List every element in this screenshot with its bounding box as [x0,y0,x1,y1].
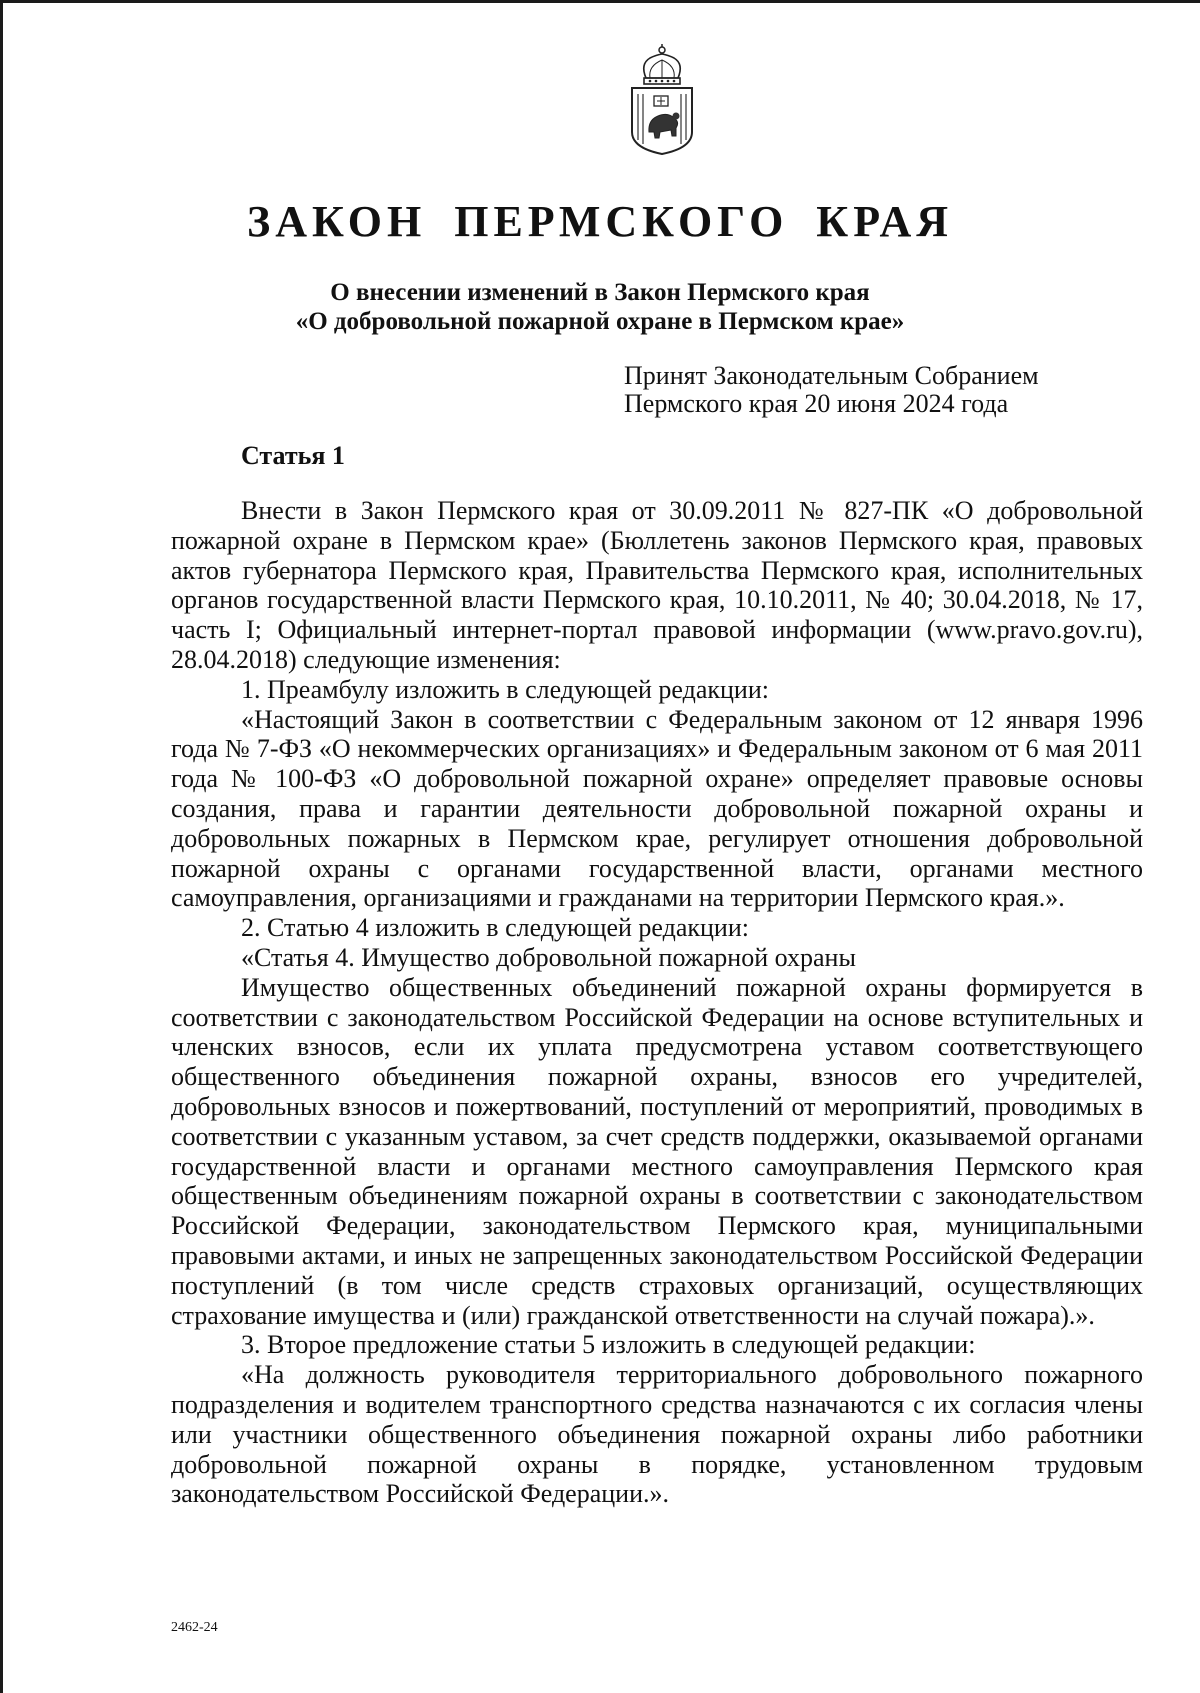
article-body [171,496,1143,1509]
subject-line-2: «О добровольной пожарной охране в Пермском крае» [295,308,905,335]
paragraph-intro: Внести в Закон Пермского края от 30.09.2011 № 827-ПК «О добровольной пожарной охране в Пермском крае» (Бюллетень законов Пермского края, правовых актов губернатора Пермского края, Правительства Пермского края, исполнительных органов государственной власти Пермского края, 10.10.2011, № 40; 30.04.2018, № 17, часть I; Официальный интернет-портал правовой информации (www.pravo.gov.ru), 28.04.2018) следующие изменения: [171,496,1143,674]
subject-line-1: О внесении изменений в Закон Пермского края [330,279,870,306]
document-code: 2462-24 [171,1620,218,1635]
article-heading: Статья 1 [241,441,345,470]
law-title: ЗАКОН ПЕРМСКОГО КРАЯ [246,197,954,246]
coat-of-arms-icon [624,44,700,156]
paragraph-item-2: 2. Статью 4 изложить в следующей редакции: [241,913,749,943]
paragraph-article-5-text: «На должность руководителя территориального добровольного пожарного подразделения и водителем транспортного средства назначаются с их согласия члены или участники общественного объединения пожарной охраны либо работники добровольной пожарной охраны в порядке, установленном трудовым законодательством Российской Федерации.». [171,1360,1143,1509]
law-subject [0,278,1200,336]
paragraph-article-4-text: Имущество общественных объединений пожарной охраны формируется в соответствии с законодательством Российской Федерации на основе вступительных и членских взносов, если их уплата предусмотрена уставом соответствующего общественного объединения пожарной охраны, взносов его учредителей, добровольных взносов и пожертвований, поступлений от мероприятий, проводимых в соответствии с указанным уставом, за счет средств поддержки, оказываемой органами государственной власти и органами местного самоуправления Пермского края общественным объединениям пожарной охраны в соответствии с законодательством Российской Федерации, законодательством Пермского края, муниципальными правовыми актами, и иных не запрещенных законодательством Российской Федерации поступлений (в том числе средств страховых организаций, осуществляющих страхование имущества и (или) гражданской ответственности на случай пожара).». [171,972,1143,1330]
paragraph-item-3: 3. Второе предложение статьи 5 изложить в следующей редакции: [241,1330,976,1360]
adoption-line-1: Принят Законодательным Собранием [624,361,1039,390]
adoption-line-2: Пермского края 20 июня 2024 года [624,389,1009,418]
adoption-note [624,362,1124,418]
scan-edge-top [0,0,1200,3]
paragraph-article-4-title: «Статья 4. Имущество добровольной пожарной охраны [241,942,856,972]
scan-edge-left [0,0,3,1693]
paragraph-item-1: 1. Преамбулу изложить в следующей редакции: [241,674,769,704]
paragraph-preamble-text: «Настоящий Закон в соответствии с Федеральным законом от 12 января 1996 года № 7-ФЗ «О некоммерческих организациях» и Федеральным законом от 6 мая 2011 года № 100-ФЗ «О добровольной пожарной охране» определяет правовые основы создания, права и гарантии деятельности добровольной пожарной охраны и добровольных пожарных в Пермском крае, регулирует отношения добровольной пожарной охраны с органами государственной власти, органами местного самоуправления, организациями и гражданами на территории Пермского края.». [171,704,1143,913]
